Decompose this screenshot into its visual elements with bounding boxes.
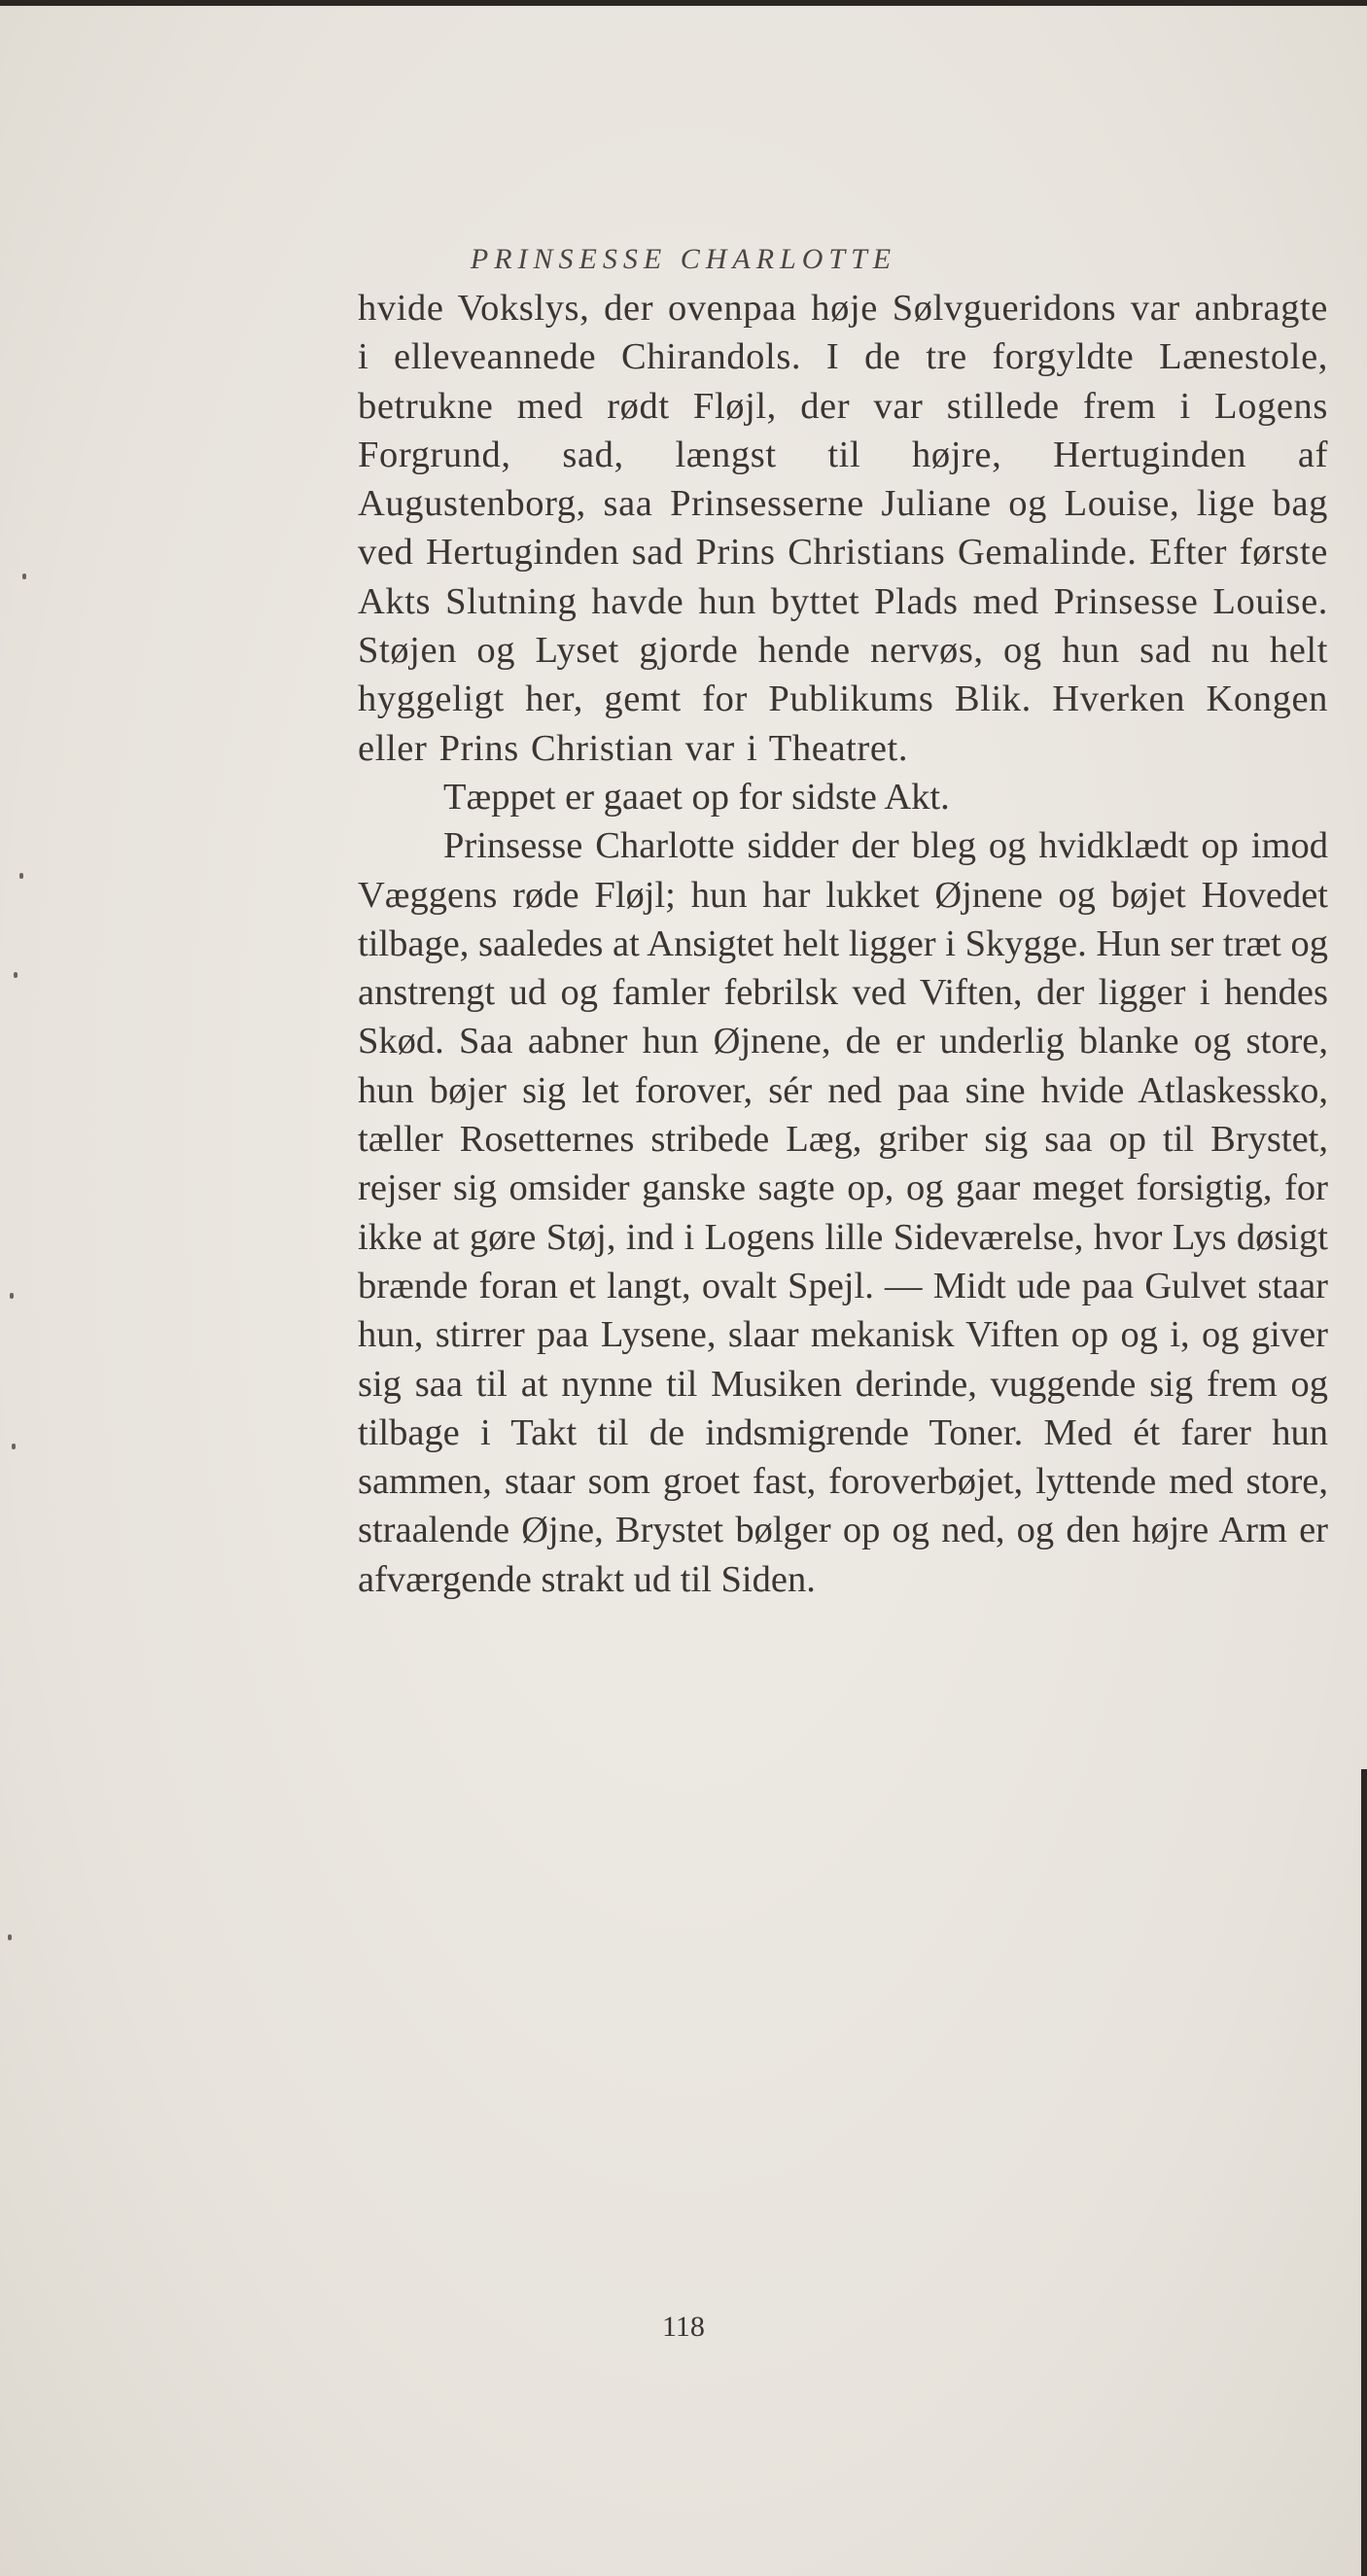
paper-speck — [14, 972, 18, 978]
page-number: 118 — [662, 2311, 705, 2343]
paragraph: Prinsesse Charlotte sidder der bleg og hvidklædt op imod Væggens røde Fløjl; hun har lukket Øjnene og bøjet Hovedet tilbage, saaledes at Ansigtet helt ligger i Skygge. Hun ser træt og anstrengt ud og famler febrilsk ved Viften, der ligger i hendes Skød. Saa aabner hun Øjnene, de er underlig blanke og store, hun bøjer sig let forover, sér ned paa sine hvide Atlaskessko, tæller Rosetternes stribede Læg, griber sig saa op til Brystet, rejser sig omsider ganske sagte op, og gaar meget forsigtig, for ikke at gøre Støj, ind i Logens lille Sideværelse, hvor Lys døsigt brænde foran et langt, ovalt Spejl. — Midt ude paa Gulvet staar hun, stirrer paa Lysene, slaar mekanisk Viften op og i, og giver sig saa til at nynne til Musiken derinde, vuggende sig frem og tilbage i Takt til de indsmigrende Toner. Med ét farer hun sammen, staar som groet fast, foroverbøjet, lyttende med store, straalende Øjne, Brystet bølger op og ned, og den højre Arm er afværgende strakt ud til Siden. — [358, 825, 1328, 1600]
paper-speck — [19, 873, 23, 879]
paragraph: Tæppet er gaaet op for sidste Akt. — [443, 776, 950, 818]
scan-right-border — [1361, 1769, 1367, 2576]
scan-top-border — [0, 0, 1367, 6]
paper-speck — [22, 574, 26, 579]
paper-speck — [10, 1293, 14, 1299]
body-text — [358, 282, 1328, 1604]
paper-speck — [8, 1934, 12, 1940]
paragraph-continuation: hvide Vokslys, der ovenpaa høje Sølvgueridons var anbragte i elleveannede Chirandols. I de tre forgyldte Lænestole, betrukne med rødt Fløjl, der var stillede frem i Logens Forgrund, sad, længst til højre, Hertuginden af Augustenborg, saa Prinsesserne Juliane og Louise, lige bag ved Hertuginden sad Prins Christians Gemalinde. Efter første Akts Slutning havde hun byttet Plads med Prinsesse Louise. Støjen og Lyset gjorde hende nervøs, og hun sad nu helt hyggeligt her, gemt for Publikums Blik. Hverken Kongen eller Prins Christian var i Theatret. — [358, 288, 1328, 769]
paper-speck — [12, 1444, 16, 1449]
running-header: PRINSESSE CHARLOTTE — [470, 243, 897, 275]
